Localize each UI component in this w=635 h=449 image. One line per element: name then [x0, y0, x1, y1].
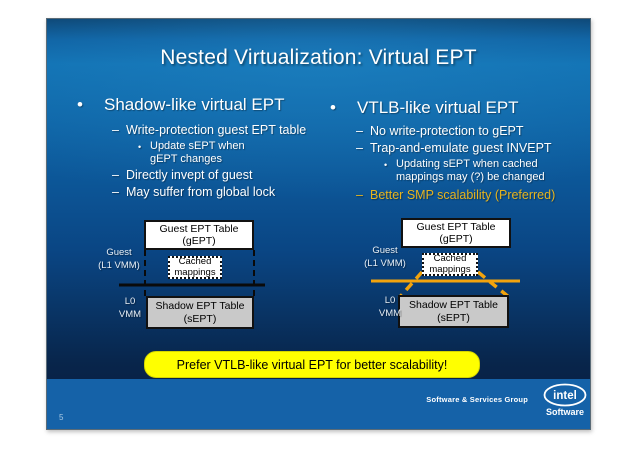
intel-logo-text: intel [553, 390, 577, 402]
l0-label-line1: L0 [384, 295, 396, 306]
bullet-item-highlighted [356, 188, 589, 203]
sept-box [146, 296, 254, 329]
right-heading: VTLB-like virtual EPT [357, 98, 519, 117]
shadow-like-diagram [91, 215, 301, 340]
bullet-text: Trap-and-emulate guest INVEPT [370, 141, 552, 155]
bullet-item [112, 185, 326, 200]
guest-label-line2: (L1 VMM) [98, 260, 140, 271]
cached-label-line1: Cached [433, 253, 467, 264]
sept-label-line2: (sEPT) [183, 312, 217, 325]
gept-box [401, 218, 511, 248]
left-heading-row [74, 94, 326, 115]
bullet-marker: • [384, 160, 388, 170]
gept-label-line2: (gEPT) [182, 235, 216, 247]
l0-vmm-label [113, 295, 147, 321]
guest-label-line1: Guest [106, 247, 132, 258]
cached-label-line2: mappings [429, 263, 471, 275]
bullet-text: No write-protection to gEPT [370, 124, 524, 138]
vtlb-like-diagram [356, 215, 531, 340]
bullet-item [384, 158, 589, 184]
group-name: Software & Services Group [426, 395, 528, 404]
cached-mappings-box [422, 253, 478, 276]
cached-label-line1: Cached [178, 256, 212, 267]
page-number: 5 [59, 413, 64, 422]
cached-mappings-box [168, 256, 222, 279]
bullet-item [112, 168, 326, 183]
footer-band [47, 379, 590, 429]
left-column [74, 94, 326, 200]
intel-logo [543, 383, 587, 407]
bullet-item [112, 123, 326, 138]
callout-text: Prefer VTLB-like virtual EPT for better scalability! [176, 357, 448, 372]
cached-label-line2: mappings [174, 266, 216, 278]
dash-marker: – [356, 124, 363, 138]
l0-vmm-label [373, 294, 407, 320]
bullet-item [356, 141, 589, 156]
right-column [327, 97, 589, 203]
l0-label-line2: VMM [118, 309, 142, 320]
dash-marker: – [112, 168, 119, 182]
sept-label-line1: Shadow EPT Table [155, 300, 245, 312]
bullet-item [138, 140, 326, 166]
intel-logo-ellipse [543, 383, 587, 407]
bullet-text: Better SMP scalability (Preferred) [370, 188, 556, 202]
bullet-item [356, 124, 589, 139]
slide-title: Nested Virtualization: Virtual EPT [160, 46, 477, 69]
guest-label-line2: (L1 VMM) [364, 258, 406, 269]
bullet-text: Update sEPT when gEPT changes [150, 140, 245, 165]
left-heading: Shadow-like virtual EPT [104, 95, 285, 114]
l0-label-line1: L0 [124, 296, 136, 307]
right-heading-row [327, 97, 589, 118]
sept-box [398, 295, 509, 328]
bullet-text: Directly invept of guest [126, 168, 253, 182]
guest-layer-label [91, 246, 147, 272]
bullet-marker: • [330, 98, 336, 117]
gept-label-line1: Guest EPT Table [159, 222, 239, 235]
dash-marker: – [356, 188, 363, 202]
dash-marker: – [356, 141, 363, 155]
dash-marker: – [112, 123, 119, 137]
bullet-marker: • [138, 142, 142, 152]
sept-label-line1: Shadow EPT Table [409, 299, 498, 311]
guest-label-line1: Guest [372, 245, 398, 256]
bullet-text: Write-protection guest EPT table [126, 123, 307, 137]
slide [46, 18, 591, 430]
gept-label-line1: Guest EPT Table [416, 220, 496, 233]
sept-label-line2: (sEPT) [437, 311, 470, 324]
bullet-text: May suffer from global lock [126, 185, 276, 199]
gept-label-line2: (gEPT) [439, 233, 473, 245]
bullet-text: Updating sEPT when cached mappings may (?) be changed [396, 158, 545, 183]
dash-marker: – [112, 185, 119, 199]
callout-banner [144, 351, 480, 378]
guest-layer-label [356, 244, 414, 270]
bullet-marker: • [77, 95, 83, 114]
gept-box [144, 220, 254, 250]
intel-software-label: Software [545, 407, 584, 417]
l0-label-line2: VMM [378, 308, 402, 319]
